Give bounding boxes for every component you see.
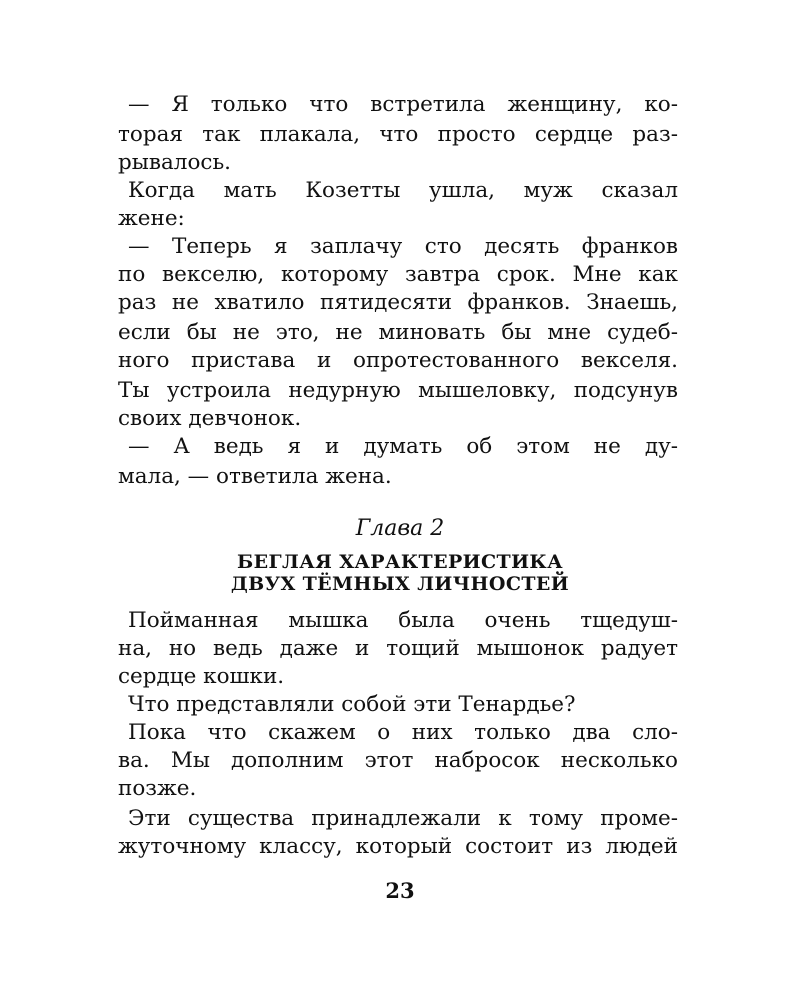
text-line: рывалось.: [118, 150, 231, 175]
text-line: мала, — ответила жена.: [118, 464, 392, 489]
text-line: торая так плакала, что просто сердце раз-: [118, 122, 678, 147]
text-line: жуточному классу, который состоит из людей: [118, 834, 678, 859]
text-line: своих девчонок.: [118, 406, 302, 431]
text-line: на, но ведь даже и тощий мышонок радует: [118, 636, 678, 661]
text-line: ного пристава и опротестованного векселя.: [118, 348, 678, 373]
text-line: — Теперь я заплачу сто десять франков: [128, 234, 678, 259]
text-line: раз не хватило пятидесяти франков. Знаешь,: [118, 290, 678, 315]
text-line: Что представляли собой эти Тенардье?: [128, 692, 576, 717]
chapter-label: Глава 2: [355, 516, 445, 541]
chapter-title-line-2: ДВУХ ТЁМНЫХ ЛИЧНОСТЕЙ: [230, 573, 570, 595]
text-line: ва. Мы дополним этот набросок несколько: [118, 748, 678, 773]
text-line: по векселю, которому завтра срок. Мне как: [118, 262, 678, 287]
page-number: 23: [385, 878, 415, 903]
text-line: Пойманная мышка была очень тщедуш-: [128, 608, 678, 633]
text-line: Пока что скажем о них только два сло-: [128, 720, 678, 745]
text-line: если бы не это, не миновать бы мне судеб-: [118, 320, 678, 345]
text-line: сердце кошки.: [118, 664, 285, 689]
text-line: позже.: [118, 776, 197, 801]
chapter-title-line-1: БЕГЛАЯ ХАРАКТЕРИСТИКА: [237, 551, 563, 573]
text-line: жене:: [118, 206, 185, 231]
text-line: Ты устроила недурную мышеловку, подсунув: [118, 378, 678, 403]
text-line: Когда мать Козетты ушла, муж сказал: [128, 178, 678, 203]
text-line: — Я только что встретила женщину, ко-: [128, 92, 678, 117]
text-line: — А ведь я и думать об этом не ду-: [128, 434, 678, 459]
text-line: Эти существа принадлежали к тому проме-: [128, 806, 678, 831]
